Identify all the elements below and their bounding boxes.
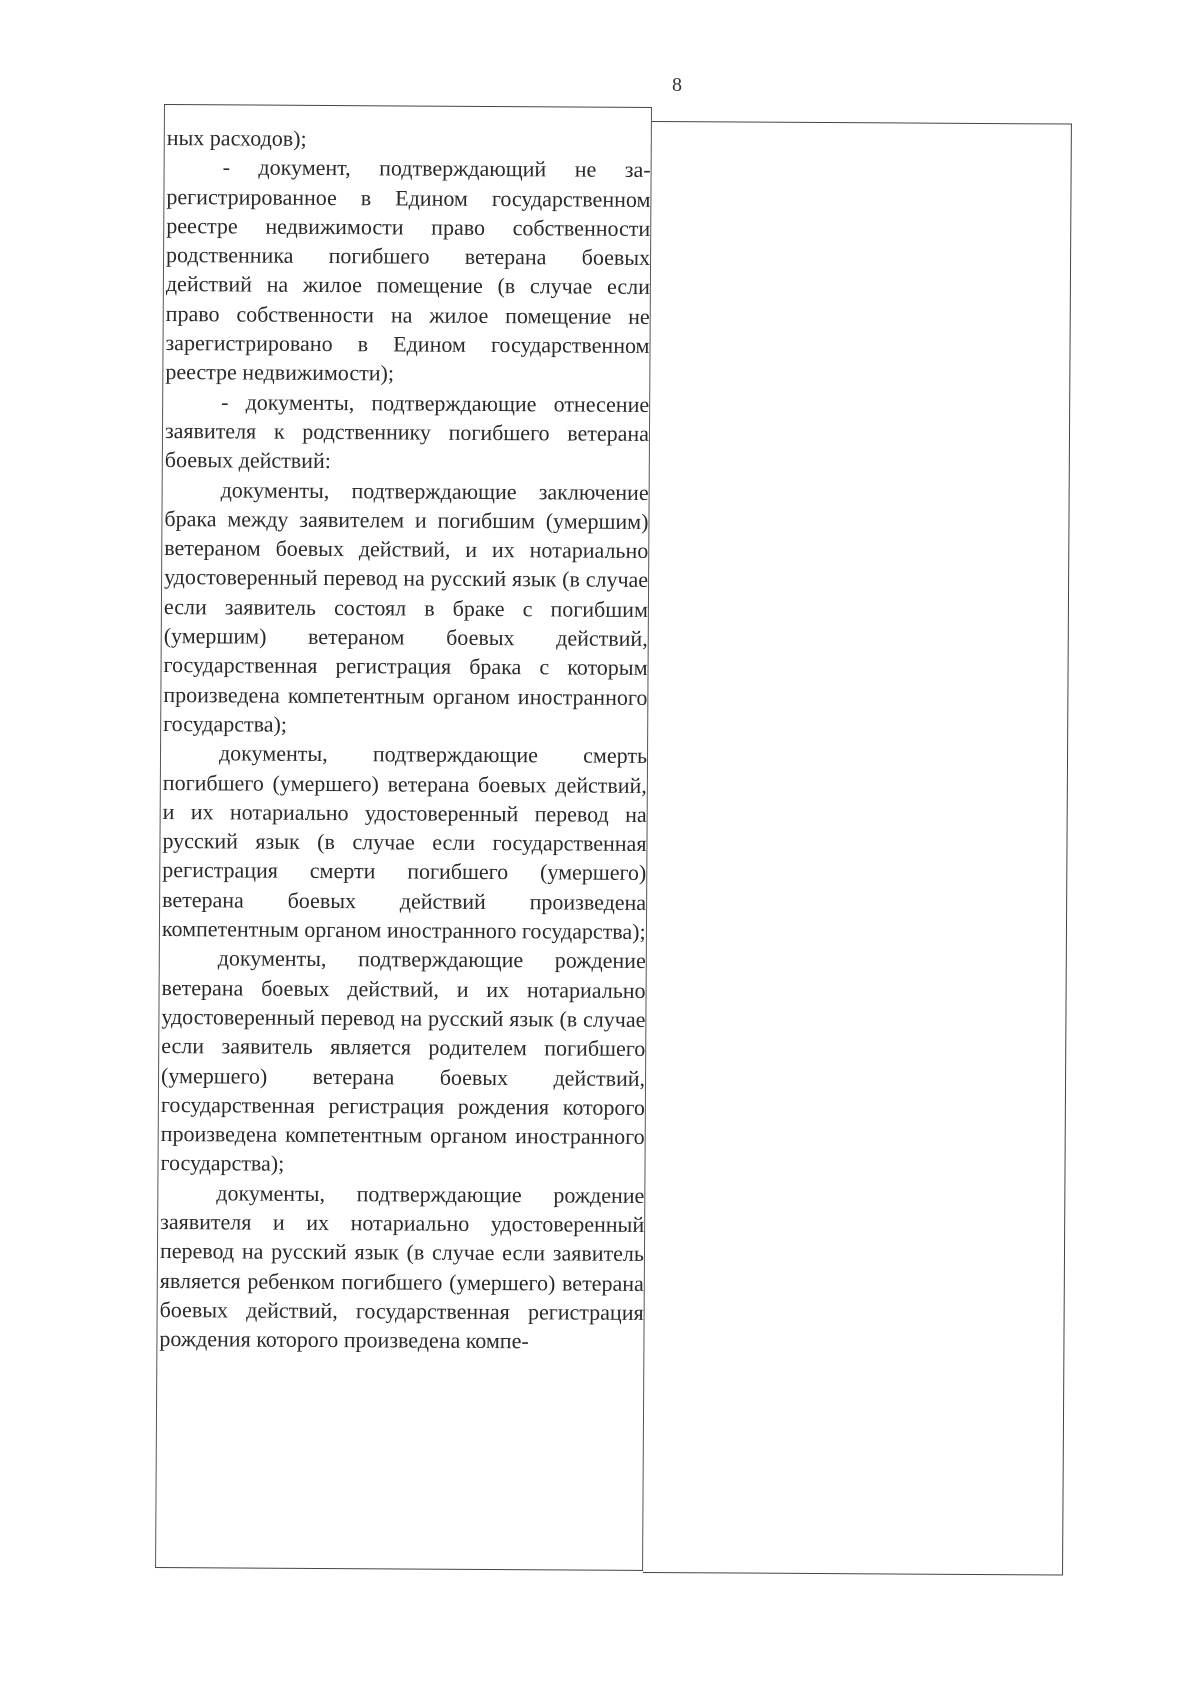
page-number: 8 [672, 74, 682, 96]
document-table [155, 104, 1074, 1580]
cell-text [159, 123, 651, 1356]
table-cell-right [643, 121, 1072, 1576]
paragraph-unregistered-property-document: - документ, подтверждающий не зарегистрированное в Едином государственном реестре недвижимости право собственности родственника погибшего ветерана боевых действий на жилое помещение (в случае если право собственности на жилое помещение не зарегистрировано в Едином государственном реестре недвижимости); [165, 154, 651, 386]
paragraph-marriage-documents: документы, подтверждающие заключение брака между заявителем и погибшим (умершим) ветераном боевых действий, и их нотариально удостоверенный перевод на русский язык (в случае если заявитель состоял в браке с погибшим (умершим) ветераном боевых действий, государственная регистрация брака с которым произведена компетентным органом иностранного государства); [163, 476, 649, 737]
paragraph-veteran-birth-documents: документы, подтверждающие рождение ветерана боевых действий, и их нотариально удостоверенный перевод на русский язык (в случае если заявитель является родителем погибшего (умершего) ветерана боевых действий, государственная регистрация рождения которого произведена компетентным органом иностранного государства); [160, 945, 646, 1177]
paragraph-death-documents: документы, подтверждающие смерть погибшего (умершего) ветерана боевых действий, и их нотариально удостоверенный перевод на русский язык (в случае если государственная регистрация смерти погибшего (умершего) ветерана боевых действий произведена компетентным органом иностранного государства); [161, 740, 648, 944]
paragraph-continuation: ных расходов); [166, 125, 307, 151]
paragraph-kinship-documents: - документы, подтверждающие отнесение заявителя к родственнику погибшего ветерана боевых действий: [164, 389, 650, 474]
table-cell-left [155, 104, 652, 1571]
paragraph-applicant-birth-documents: документы, подтверждающие рождение заявителя и их нотариально удостоверенный перевод на русский язык (в случае если заявитель является ребенком погибшего (умершего) ветерана боевых действий, государственная регистрация рождения которого произведена компе- [159, 1180, 645, 1354]
